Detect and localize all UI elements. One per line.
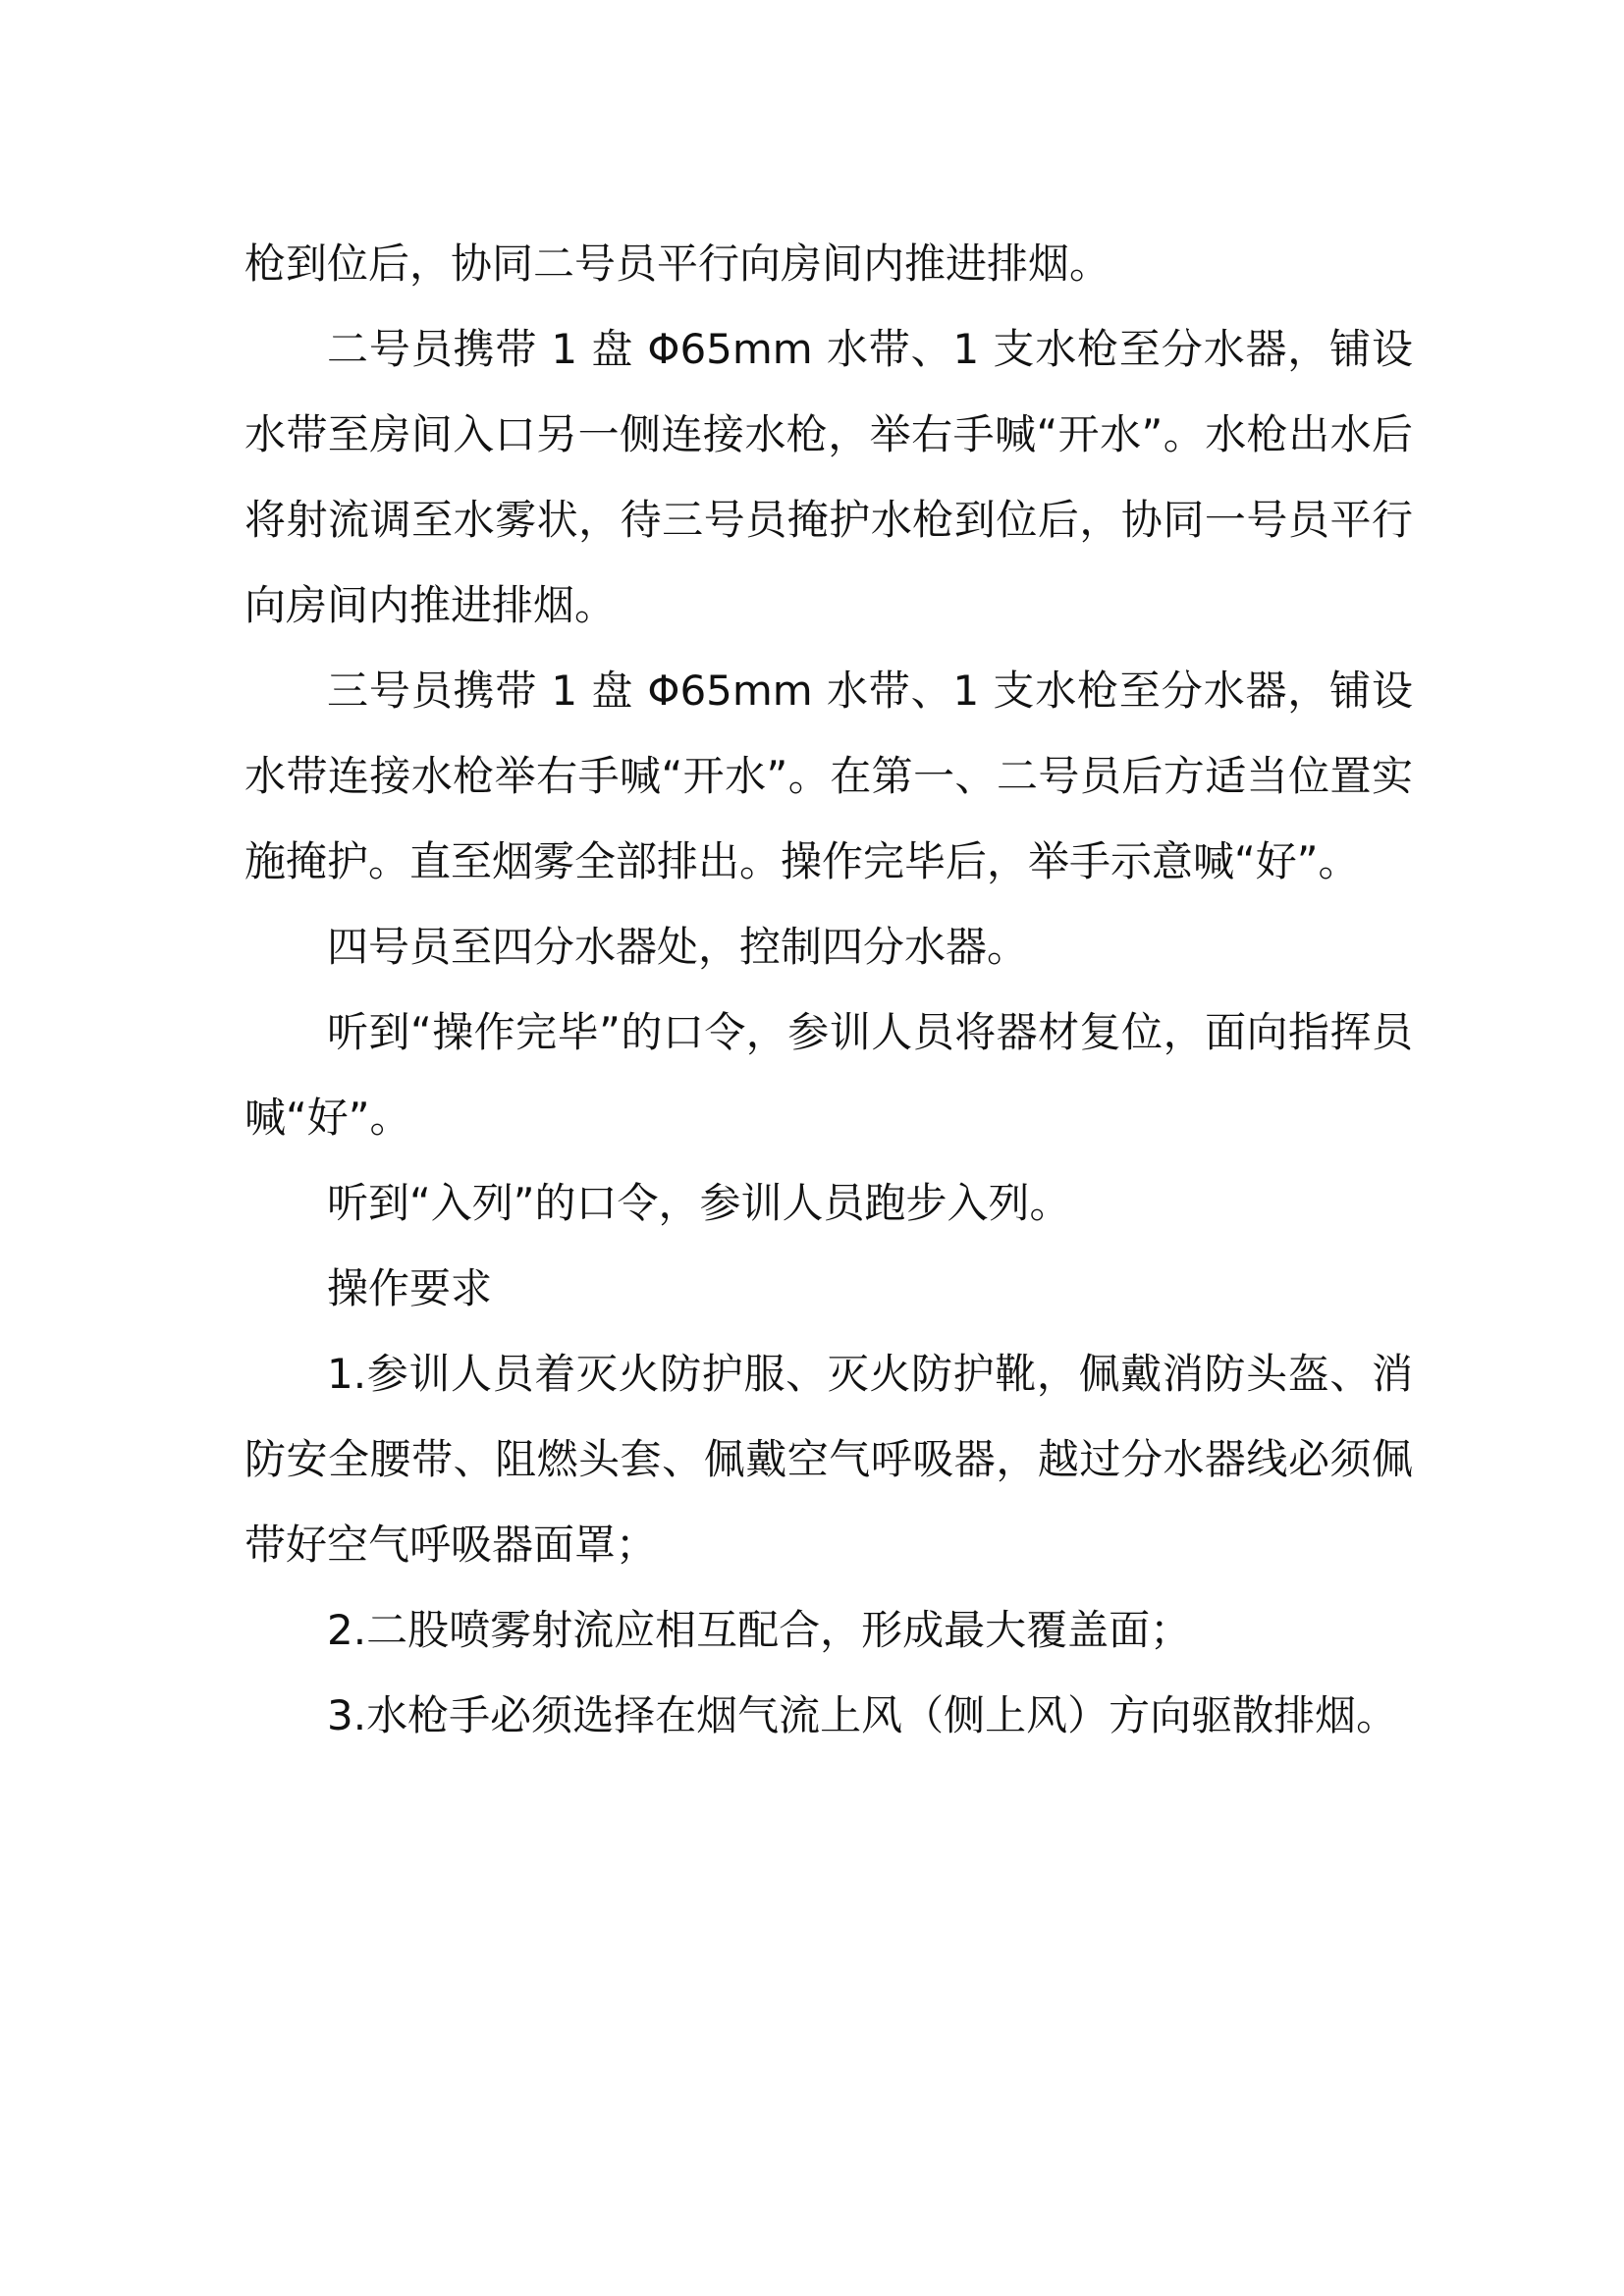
document-body: [244, 221, 1413, 1758]
requirement-item-3: 3.水枪手必须选择在烟气流上风（侧上风）方向驱散排烟。: [327, 1691, 1398, 1739]
requirement-item-1: 1.参训人员着灭火防护服、灭火防护靴，佩戴消防头盔、消防安全腰带、阻燃头套、佩戴空气呼吸器，越过分水器线必须佩带好空气呼吸器面罩；: [244, 1350, 1413, 1569]
requirement-item-2: 2.二股喷雾射流应相互配合，形成最大覆盖面；: [327, 1606, 1192, 1654]
paragraph-fall-in: 听到“入列”的口令，参训人员跑步入列。: [327, 1179, 1071, 1227]
paragraph-operator-four: 四号员至四分水器处，控制四分水器。: [327, 923, 1029, 971]
paragraph-operator-three: 三号员携带 1 盘 Φ65mm 水带、1 支水枪至分水器，铺设水带连接水枪举右手喊“开水”。在第一、二号员后方适当位置实施掩护。直至烟雾全部排出。操作完毕后，举手示意喊“好”。: [244, 667, 1413, 885]
paragraph-operator-two: 二号员携带 1 盘 Φ65mm 水带、1 支水枪至分水器，铺设水带至房间入口另一侧连接水枪，举右手喊“开水”。水枪出水后将射流调至水雾状，待三号员掩护水枪到位后，协同一号员平行向房间内推进排烟。: [244, 325, 1413, 629]
paragraph-operation-complete: 听到“操作完毕”的口令，参训人员将器材复位，面向指挥员喊“好”。: [244, 1008, 1413, 1142]
paragraph-continuation: 枪到位后，协同二号员平行向房间内推进排烟。: [244, 240, 1111, 288]
section-heading-requirements: 操作要求: [327, 1264, 493, 1312]
